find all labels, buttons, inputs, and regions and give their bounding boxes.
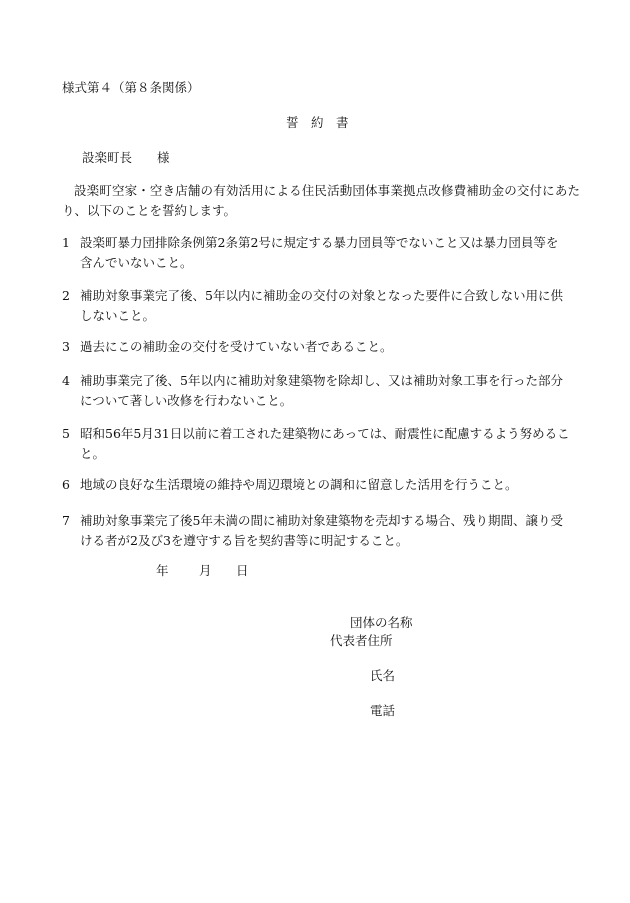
item-number: 2: [62, 288, 70, 303]
pledge-item-3: [62, 337, 580, 357]
item-number: 5: [62, 426, 70, 441]
item-text: [62, 337, 580, 357]
item-line: 含んでいないこと。: [80, 255, 193, 270]
phone-label: 電話: [370, 703, 396, 718]
pledge-item-1: [62, 233, 580, 273]
item-line: と。: [80, 446, 106, 461]
item-line: 補助事業完了後、5年以内に補助対象建築物を除却し、又は補助対象工事を行った部分: [80, 373, 563, 388]
item-line: 過去にこの補助金の交付を受けていない者であること。: [80, 339, 393, 354]
pledge-item-7: [62, 511, 580, 551]
pledge-item-5: [62, 424, 580, 464]
item-line: 補助対象事業完了後5年未満の間に補助対象建築物を売却する場合、残り期間、譲り受: [80, 513, 563, 528]
item-number: 4: [62, 373, 70, 388]
item-number: 6: [62, 477, 70, 492]
date-month: 月: [199, 563, 212, 578]
item-line: しないこと。: [80, 308, 156, 323]
pledge-item-6: [62, 475, 580, 495]
item-text: [62, 475, 580, 495]
item-line: について著しい改修を行わないこと。: [80, 393, 293, 408]
item-text: [62, 371, 580, 411]
item-number: 1: [62, 235, 70, 250]
organization-name-label: 団体の名称: [350, 615, 413, 630]
item-text: [62, 424, 580, 464]
pledge-item-4: [62, 371, 580, 411]
item-line: 地域の良好な生活環境の維持や周辺環境との調和に留意した活用を行うこと。: [80, 477, 518, 492]
intro-paragraph: 設楽町空家・空き店舗の有効活用による住民活動団体事業拠点改修費補助金の交付にあたり、以下のことを誓約します。: [62, 183, 580, 218]
date-year: 年: [156, 563, 169, 578]
date-day: 日: [236, 563, 249, 578]
item-text: [62, 286, 580, 326]
item-line: ける者が2及び3を遵守する旨を契約書等に明記すること。: [80, 533, 409, 548]
representative-address-label: 代表者住所: [330, 633, 393, 648]
item-text: [62, 233, 580, 273]
item-line: 昭和56年5月31日以前に着工された建築物にあっては、耐震性に配慮するよう努めるこ: [80, 426, 570, 441]
form-label: 様式第４（第８条関係）: [62, 80, 200, 95]
addressee: 設楽町長 様: [82, 150, 170, 165]
pledge-item-2: [62, 286, 580, 326]
document-title: 誓 約 書: [286, 115, 349, 130]
item-line: 設楽町暴力団排除条例第2条第2号に規定する暴力団員等でないこと又は暴力団員等を: [80, 235, 559, 250]
name-label: 氏名: [370, 668, 396, 683]
item-number: 7: [62, 513, 70, 528]
item-text: [62, 511, 580, 551]
item-number: 3: [62, 339, 70, 354]
item-line: 補助対象事業完了後、5年以内に補助金の交付の対象となった要件に合致しない用に供: [80, 288, 563, 303]
